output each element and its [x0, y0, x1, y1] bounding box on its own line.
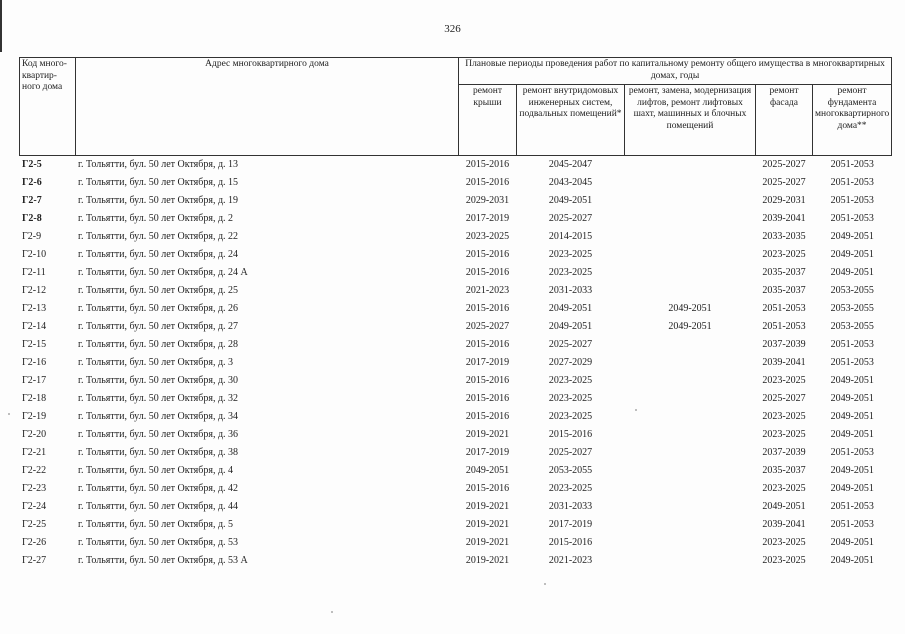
- engineering-period-cell: 2015-2016: [548, 537, 593, 548]
- roof-period-cell: 2021-2023: [465, 285, 510, 296]
- facade-period-cell: 2025-2027: [762, 159, 806, 170]
- foundation-period-cell: 2051-2053: [830, 159, 874, 170]
- code-cell: Г2-5: [22, 159, 42, 170]
- scan-speck: [331, 611, 333, 613]
- scan-speck: [8, 413, 10, 415]
- roof-period-cell: 2019-2021: [465, 537, 510, 548]
- roof-period-cell: 2015-2016: [465, 411, 510, 422]
- address-cell: г. Тольятти, бул. 50 лет Октября, д. 38: [78, 447, 239, 458]
- engineering-period-cell: 2023-2025: [548, 483, 593, 494]
- address-cell: г. Тольятти, бул. 50 лет Октября, д. 26: [78, 303, 239, 314]
- table-row: [20, 246, 892, 264]
- code-cell: Г2-9: [22, 231, 42, 242]
- facade-period-cell: 2039-2041: [762, 213, 806, 224]
- roof-period-cell: 2025-2027: [465, 321, 510, 332]
- code-cell: Г2-13: [22, 303, 47, 314]
- facade-period-cell: 2039-2041: [762, 519, 806, 530]
- lift-period-cell: [625, 282, 756, 300]
- table-row: [20, 156, 892, 175]
- address-cell: г. Тольятти, бул. 50 лет Октября, д. 32: [78, 393, 239, 404]
- code-cell: Г2-7: [22, 195, 42, 206]
- repair-schedule-table: [19, 57, 892, 570]
- engineering-period-cell: 2014-2015: [548, 231, 593, 242]
- lift-period-cell: [625, 354, 756, 372]
- facade-period-cell: 2039-2041: [762, 357, 806, 368]
- roof-period-cell: 2017-2019: [465, 357, 510, 368]
- code-cell: Г2-17: [22, 375, 47, 386]
- address-cell: г. Тольятти, бул. 50 лет Октября, д. 24 А: [78, 267, 248, 278]
- code-cell: Г2-11: [22, 267, 46, 278]
- facade-period-cell: 2029-2031: [762, 195, 806, 206]
- roof-period-cell: 2015-2016: [465, 177, 510, 188]
- engineering-period-cell: 2031-2033: [548, 501, 593, 512]
- lift-period-cell: [625, 372, 756, 390]
- lift-period-cell: [625, 498, 756, 516]
- lift-period-cell: [625, 444, 756, 462]
- lift-period-cell: [625, 264, 756, 282]
- facade-period-cell: 2035-2037: [762, 285, 806, 296]
- roof-period-cell: 2019-2021: [465, 519, 510, 530]
- table-row: [20, 228, 892, 246]
- table-row: [20, 408, 892, 426]
- foundation-period-cell: 2049-2051: [830, 555, 874, 566]
- engineering-period-cell: 2023-2025: [548, 393, 593, 404]
- facade-period-cell: 2025-2027: [762, 393, 806, 404]
- facade-period-cell: 2023-2025: [762, 375, 806, 386]
- engineering-period-cell: 2043-2045: [548, 177, 593, 188]
- engineering-period-cell: 2023-2025: [548, 249, 593, 260]
- engineering-period-cell: 2031-2033: [548, 285, 593, 296]
- engineering-period-cell: 2015-2016: [548, 429, 593, 440]
- header-engineering: ремонт внутридомовых инженерных систем, подвальных помещений*: [517, 85, 625, 156]
- table-row: [20, 390, 892, 408]
- lift-period-cell: [625, 174, 756, 192]
- table-row: [20, 444, 892, 462]
- engineering-period-cell: 2045-2047: [548, 159, 593, 170]
- roof-period-cell: 2015-2016: [465, 375, 510, 386]
- foundation-period-cell: 2051-2053: [830, 501, 874, 512]
- table-row: [20, 336, 892, 354]
- facade-period-cell: 2023-2025: [762, 555, 806, 566]
- address-cell: г. Тольятти, бул. 50 лет Октября, д. 25: [78, 285, 239, 296]
- code-cell: Г2-16: [22, 357, 47, 368]
- lift-period-cell: [625, 480, 756, 498]
- code-cell: Г2-25: [22, 519, 47, 530]
- code-cell: Г2-14: [22, 321, 47, 332]
- roof-period-cell: 2015-2016: [465, 483, 510, 494]
- lift-period-cell: [625, 246, 756, 264]
- table-row: [20, 282, 892, 300]
- header-code: Код много-квартир-ного дома: [20, 58, 76, 156]
- roof-period-cell: 2015-2016: [465, 159, 510, 170]
- lift-period-cell: [625, 210, 756, 228]
- roof-period-cell: 2019-2021: [465, 429, 510, 440]
- lift-period-cell: [625, 336, 756, 354]
- table-row: [20, 426, 892, 444]
- table-row: [20, 462, 892, 480]
- lift-period-cell: 2049-2051: [668, 321, 712, 332]
- foundation-period-cell: 2051-2053: [830, 357, 874, 368]
- lift-period-cell: [625, 390, 756, 408]
- code-cell: Г2-21: [22, 447, 47, 458]
- code-cell: Г2-22: [22, 465, 47, 476]
- foundation-period-cell: 2051-2053: [830, 447, 874, 458]
- roof-period-cell: 2017-2019: [465, 213, 510, 224]
- lift-period-cell: [625, 408, 756, 426]
- address-cell: г. Тольятти, бул. 50 лет Октября, д. 3: [78, 357, 234, 368]
- code-cell: Г2-24: [22, 501, 47, 512]
- engineering-period-cell: 2027-2029: [548, 357, 593, 368]
- table-row: [20, 498, 892, 516]
- facade-period-cell: 2033-2035: [762, 231, 806, 242]
- roof-period-cell: 2015-2016: [465, 303, 510, 314]
- table-row: [20, 210, 892, 228]
- foundation-period-cell: 2049-2051: [830, 411, 874, 422]
- header-facade: ремонт фасада: [756, 85, 813, 156]
- address-cell: г. Тольятти, бул. 50 лет Октября, д. 28: [78, 339, 239, 350]
- address-cell: г. Тольятти, бул. 50 лет Октября, д. 30: [78, 375, 239, 386]
- table-row: [20, 192, 892, 210]
- engineering-period-cell: 2025-2027: [548, 213, 593, 224]
- foundation-period-cell: 2053-2055: [830, 321, 874, 332]
- address-cell: г. Тольятти, бул. 50 лет Октября, д. 42: [78, 483, 239, 494]
- facade-period-cell: 2023-2025: [762, 429, 806, 440]
- code-cell: Г2-27: [22, 555, 47, 566]
- roof-period-cell: 2023-2025: [465, 231, 510, 242]
- lift-period-cell: [625, 552, 756, 570]
- roof-period-cell: 2019-2021: [465, 501, 510, 512]
- foundation-period-cell: 2049-2051: [830, 267, 874, 278]
- engineering-period-cell: 2023-2025: [548, 267, 593, 278]
- table-row: [20, 534, 892, 552]
- foundation-period-cell: 2049-2051: [830, 231, 874, 242]
- foundation-period-cell: 2049-2051: [830, 375, 874, 386]
- facade-period-cell: 2023-2025: [762, 411, 806, 422]
- engineering-period-cell: 2049-2051: [548, 303, 593, 314]
- code-cell: Г2-12: [22, 285, 47, 296]
- roof-period-cell: 2049-2051: [465, 465, 510, 476]
- foundation-period-cell: 2053-2055: [830, 285, 874, 296]
- address-cell: г. Тольятти, бул. 50 лет Октября, д. 24: [78, 249, 239, 260]
- foundation-period-cell: 2051-2053: [830, 339, 874, 350]
- address-cell: г. Тольятти, бул. 50 лет Октября, д. 15: [78, 177, 239, 188]
- code-cell: Г2-23: [22, 483, 47, 494]
- lift-period-cell: [625, 426, 756, 444]
- table-row: [20, 354, 892, 372]
- facade-period-cell: 2037-2039: [762, 447, 806, 458]
- scan-speck: [635, 409, 637, 411]
- foundation-period-cell: 2049-2051: [830, 249, 874, 260]
- address-cell: г. Тольятти, бул. 50 лет Октября, д. 34: [78, 411, 239, 422]
- header-foundation: ремонт фундамента многоквартирного дома**: [813, 85, 892, 156]
- foundation-period-cell: 2051-2053: [830, 213, 874, 224]
- table-row: [20, 516, 892, 534]
- engineering-period-cell: 2017-2019: [548, 519, 593, 530]
- header-address: Адрес многоквартирного дома: [76, 58, 459, 156]
- facade-period-cell: 2035-2037: [762, 465, 806, 476]
- facade-period-cell: 2023-2025: [762, 537, 806, 548]
- roof-period-cell: 2029-2031: [465, 195, 510, 206]
- scan-speck: [544, 583, 546, 585]
- foundation-period-cell: 2051-2053: [830, 195, 874, 206]
- lift-period-cell: [625, 516, 756, 534]
- foundation-period-cell: 2049-2051: [830, 537, 874, 548]
- code-cell: Г2-6: [22, 177, 42, 188]
- lift-period-cell: [625, 192, 756, 210]
- address-cell: г. Тольятти, бул. 50 лет Октября, д. 53 А: [78, 555, 248, 566]
- code-cell: Г2-15: [22, 339, 47, 350]
- lift-period-cell: 2049-2051: [668, 303, 712, 314]
- table-row: [20, 372, 892, 390]
- code-cell: Г2-10: [22, 249, 47, 260]
- lift-period-cell: [625, 462, 756, 480]
- table-row: [20, 300, 892, 318]
- foundation-period-cell: 2049-2051: [830, 465, 874, 476]
- code-cell: Г2-19: [22, 411, 47, 422]
- address-cell: г. Тольятти, бул. 50 лет Октября, д. 2: [78, 213, 234, 224]
- lift-period-cell: [625, 228, 756, 246]
- foundation-period-cell: 2049-2051: [830, 393, 874, 404]
- lift-period-cell: [625, 534, 756, 552]
- address-cell: г. Тольятти, бул. 50 лет Октября, д. 19: [78, 195, 239, 206]
- page-number: 326: [444, 23, 461, 35]
- facade-period-cell: 2037-2039: [762, 339, 806, 350]
- table-row: [20, 318, 892, 336]
- address-cell: г. Тольятти, бул. 50 лет Октября, д. 36: [78, 429, 239, 440]
- foundation-period-cell: 2051-2053: [830, 177, 874, 188]
- lift-period-cell: [625, 156, 756, 175]
- foundation-period-cell: 2053-2055: [830, 303, 874, 314]
- table-row: [20, 552, 892, 570]
- code-cell: Г2-18: [22, 393, 47, 404]
- roof-period-cell: 2015-2016: [465, 339, 510, 350]
- facade-period-cell: 2049-2051: [762, 501, 806, 512]
- address-cell: г. Тольятти, бул. 50 лет Октября, д. 13: [78, 159, 239, 170]
- foundation-period-cell: 2049-2051: [830, 429, 874, 440]
- engineering-period-cell: 2053-2055: [548, 465, 593, 476]
- code-cell: Г2-20: [22, 429, 47, 440]
- engineering-period-cell: 2023-2025: [548, 375, 593, 386]
- engineering-period-cell: 2049-2051: [548, 195, 593, 206]
- header-periods: Плановые периоды проведения работ по капитальному ремонту общего имущества в многоквартирных домах, годы: [459, 58, 892, 85]
- address-cell: г. Тольятти, бул. 50 лет Октября, д. 22: [78, 231, 239, 242]
- address-cell: г. Тольятти, бул. 50 лет Октября, д. 27: [78, 321, 239, 332]
- header-roof: ремонт крыши: [459, 85, 517, 156]
- roof-period-cell: 2015-2016: [465, 267, 510, 278]
- facade-period-cell: 2025-2027: [762, 177, 806, 188]
- roof-period-cell: 2019-2021: [465, 555, 510, 566]
- table-row: [20, 480, 892, 498]
- foundation-period-cell: 2051-2053: [830, 519, 874, 530]
- engineering-period-cell: 2023-2025: [548, 411, 593, 422]
- facade-period-cell: 2051-2053: [762, 303, 806, 314]
- address-cell: г. Тольятти, бул. 50 лет Октября, д. 44: [78, 501, 239, 512]
- facade-period-cell: 2035-2037: [762, 267, 806, 278]
- engineering-period-cell: 2021-2023: [548, 555, 593, 566]
- facade-period-cell: 2023-2025: [762, 249, 806, 260]
- engineering-period-cell: 2025-2027: [548, 339, 593, 350]
- roof-period-cell: 2015-2016: [465, 393, 510, 404]
- address-cell: г. Тольятти, бул. 50 лет Октября, д. 5: [78, 519, 234, 530]
- roof-period-cell: 2015-2016: [465, 249, 510, 260]
- foundation-period-cell: 2049-2051: [830, 483, 874, 494]
- engineering-period-cell: 2025-2027: [548, 447, 593, 458]
- engineering-period-cell: 2049-2051: [548, 321, 593, 332]
- address-cell: г. Тольятти, бул. 50 лет Октября, д. 4: [78, 465, 234, 476]
- code-cell: Г2-8: [22, 213, 42, 224]
- facade-period-cell: 2023-2025: [762, 483, 806, 494]
- table-row: [20, 174, 892, 192]
- code-cell: Г2-26: [22, 537, 47, 548]
- facade-period-cell: 2051-2053: [762, 321, 806, 332]
- table-row: [20, 264, 892, 282]
- roof-period-cell: 2017-2019: [465, 447, 510, 458]
- address-cell: г. Тольятти, бул. 50 лет Октября, д. 53: [78, 537, 239, 548]
- header-lifts: ремонт, замена, модернизация лифтов, ремонт лифтовых шахт, машинных и блочных помещений: [625, 85, 756, 156]
